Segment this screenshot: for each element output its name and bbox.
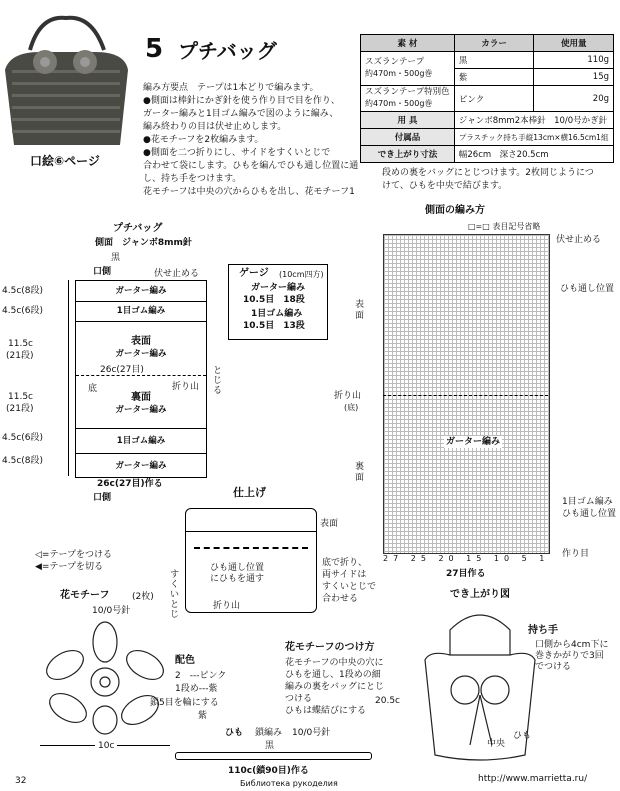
- pattern-number: 5: [145, 34, 164, 64]
- chart-omote: 表面: [355, 300, 365, 321]
- attach-line: ひもを通し、1段めの細: [285, 670, 381, 680]
- row-garter: ガーター編み: [76, 281, 206, 302]
- finished-handle-note: 巻きかがりで3回: [535, 651, 604, 661]
- gauge-note: (10cm四方): [279, 270, 324, 279]
- finish-side: すくいとじ: [170, 570, 180, 620]
- chart-start: 作り目: [562, 549, 590, 559]
- gauge-row-value: 10.5目 18段: [243, 295, 305, 305]
- spec-material-2: [361, 86, 455, 112]
- spec-header-material: 素 材: [361, 35, 455, 52]
- cord-stitch: 鎖編み: [255, 728, 283, 738]
- spec-tools-label: 用 具: [361, 112, 455, 129]
- flower-hook: 10/0号針: [92, 606, 131, 616]
- attach-line: つける: [285, 694, 313, 704]
- spec-amount: 110g: [534, 52, 614, 69]
- toji-label: とじる: [213, 366, 223, 396]
- finish-omote: 表面: [320, 519, 339, 529]
- row-rib: 1目ゴム編み: [76, 429, 206, 454]
- cord-color: 黒: [265, 741, 275, 751]
- cord-title: ひも: [225, 728, 244, 738]
- fold-width: 26c(27目): [100, 365, 144, 375]
- instruction-line: 編み方要点 テープは1本どりで編みます。: [143, 83, 319, 93]
- gauge-row-label: 1目ゴム編み: [251, 309, 303, 319]
- finished-title: でき上がり図: [450, 589, 510, 600]
- finish-diagram: [185, 508, 317, 613]
- spec-header-color: カラー: [454, 35, 534, 52]
- cord-length: 110c(鎖90目)作る: [228, 766, 309, 776]
- instruction-line: 花モチーフは中央の穴からひもを出し、花モチーフ1: [143, 187, 355, 197]
- instruction-line: し、持ち手をつけます。: [143, 174, 242, 184]
- chart-garter-label: ガーター編み: [446, 437, 501, 447]
- photo-caption: 口絵⑥ページ: [30, 154, 100, 168]
- flower-chart: [40, 620, 170, 735]
- diagram-top-label: 口側: [93, 267, 112, 277]
- finish-note3: 両サイドは: [322, 570, 367, 580]
- dim-label: (21段): [6, 404, 34, 414]
- spec-amount: 20g: [534, 86, 614, 112]
- finish-note3: 底で折り、: [322, 558, 368, 568]
- dim-label: 4.5c(6段): [2, 306, 44, 316]
- material-name: スズランテープ: [365, 57, 425, 67]
- front-label: 表面: [131, 336, 151, 347]
- bottom-label: 底: [88, 384, 98, 394]
- spec-material-1: [361, 52, 455, 86]
- spec-color: 黒: [454, 52, 534, 69]
- spec-header-amount: 使用量: [534, 35, 614, 52]
- spec-parts-label: 付属品: [361, 129, 455, 146]
- diagram-bottom-label: 口側: [93, 493, 112, 503]
- spec-color: ピンク: [454, 86, 534, 112]
- diagram-title: プチバッグ: [113, 223, 163, 234]
- spec-size-value: 幅26cm 深さ20.5cm: [454, 146, 613, 163]
- diagram-bottom-width: 26c(27目)作る: [97, 479, 163, 489]
- fold-label: 折り山: [172, 382, 200, 392]
- cord-drawing: [175, 752, 372, 760]
- diagram-subtitle: 側面 ジャンボ8mm針: [95, 238, 192, 248]
- legend-attach: ◁=テープをつける: [35, 550, 113, 560]
- finish-note3: すくいとじで: [322, 582, 377, 592]
- footer-url[interactable]: http://www.marrietta.ru/: [478, 774, 588, 784]
- dim-label: 4.5c(6段): [2, 433, 44, 443]
- finished-height: 20.5c: [375, 696, 400, 706]
- dim-label: 11.5c: [8, 392, 33, 402]
- finished-handle: 持ち手: [528, 625, 558, 636]
- dimension-line: [68, 280, 69, 476]
- instruction-line: 合わせて袋にします。ひもを編んでひも通し位置に通: [143, 161, 359, 171]
- instructions-continued: [382, 167, 594, 193]
- chart-himo: ひも通し位置: [560, 284, 615, 294]
- palette-row: 2 ---ピンク: [175, 671, 227, 681]
- attach-line: ひもは蝶結びにする: [285, 706, 367, 716]
- row-garter: ガーター編み: [115, 461, 167, 471]
- dim-label: 11.5c: [8, 339, 33, 349]
- material-sub: 約470m・500g巻: [365, 99, 433, 108]
- instruction-line: 編み終わりの目は伏せ止めします。: [143, 122, 287, 132]
- dim-label: 4.5c(8段): [2, 456, 44, 466]
- page-title: プチバッグ: [178, 39, 277, 63]
- flower-count: (2枚): [132, 592, 154, 602]
- flower-width: 10c: [95, 740, 117, 752]
- row-rib: 1目ゴム編み: [76, 302, 206, 322]
- instruction-line: ●側面を二つ折りにし、サイドをすくいとじで: [143, 148, 331, 158]
- instruction-line: 段めの裏をバッグにとじつけます。2枚同じようにつ: [382, 168, 594, 178]
- footer-credit: Библиотека рукоделия: [240, 779, 338, 788]
- side-chart-legend: □=□ 表目記号省略: [468, 222, 541, 231]
- attach-line: 花モチーフの中央の穴に: [285, 658, 384, 668]
- gauge-row-value: 10.5目 13段: [243, 321, 305, 331]
- instructions: [143, 82, 363, 199]
- finish-fold: 折り山: [213, 601, 241, 611]
- row-garter: ガーター編み: [115, 349, 167, 359]
- fold-line: [383, 395, 548, 396]
- legend-cut: ◀=テープを切る: [35, 562, 104, 572]
- finish-title: 仕上げ: [233, 486, 266, 499]
- material-name: スズランテープ特別色: [365, 87, 450, 97]
- spec-size-label: でき上がり寸法: [361, 146, 455, 163]
- chart-himo2: ひも通し位置: [562, 509, 617, 519]
- dim-label: 4.5c(8段): [2, 286, 44, 296]
- finished-himo: ひも: [513, 731, 532, 741]
- finish-note2: にひもを通す: [210, 574, 265, 584]
- attach-line: 編みの裏をバッグにとじ: [285, 682, 385, 692]
- side-chart-title: 側面の編み方: [425, 205, 485, 216]
- cord-hook: 10/0号針: [292, 728, 331, 738]
- chart-fold: 折り山: [334, 391, 362, 401]
- finished-handle-note: 口側から4cm下に: [535, 640, 609, 650]
- finished-handle-note: でつける: [535, 662, 572, 672]
- chart-fuse: 伏せ止める: [556, 235, 602, 245]
- finish-note3: 合わせる: [322, 594, 359, 604]
- diagram-color: 黒: [111, 253, 121, 263]
- chart-ticks: 27 25 20 15 10 5 1: [383, 554, 550, 563]
- flower-chain: 鎖5目を輪にする: [150, 698, 219, 708]
- instruction-line: けて、ひもを中央で結びます。: [382, 181, 508, 191]
- flower-chain-color: 紫: [198, 711, 208, 721]
- gauge-title: ゲージ: [239, 268, 269, 279]
- dim-label: (21段): [6, 351, 34, 361]
- instruction-line: ●側面は棒針にかぎ針を使う作り目で目を作り、: [143, 96, 340, 106]
- material-sub: 約470m・500g巻: [365, 69, 433, 78]
- chart-count: 27目作る: [446, 569, 486, 579]
- gauge-box: [228, 264, 328, 340]
- palette-row: 1段め---紫: [175, 684, 218, 694]
- chart-rib: 1目ゴム編み: [562, 497, 613, 507]
- bag-photo: [0, 10, 133, 150]
- flower-title: 花モチーフ: [60, 590, 110, 601]
- diagram-fuse: 伏せ止める: [154, 269, 200, 279]
- chart-fold-sub: (底): [344, 403, 359, 412]
- back-label: 裏面: [131, 392, 151, 403]
- stitch-chart: [383, 234, 550, 554]
- instruction-line: ガーター編みと1目ゴム編みで図のように編み、: [143, 109, 339, 119]
- spec-parts-value: プラスチック持ち手縦13cm×横16.5cm1組: [454, 129, 613, 146]
- finish-note1: ひも通し位置: [210, 563, 265, 573]
- attach-title: 花モチーフのつけ方: [285, 642, 375, 653]
- page-number: 32: [15, 776, 27, 786]
- bag-photo-illustration: [0, 10, 133, 150]
- spec-table: [360, 34, 614, 163]
- spec-tools-value: ジャンボ8mm2本棒針 10/0号かぎ針: [454, 112, 613, 129]
- finished-center: 中央: [487, 739, 506, 749]
- spec-color: 紫: [454, 69, 534, 86]
- instruction-line: ●花モチーフを2枚編みます。: [143, 135, 264, 145]
- row-garter: ガーター編み: [115, 405, 167, 415]
- gauge-row-label: ガーター編み: [251, 283, 306, 293]
- side-panel-diagram: [75, 280, 207, 478]
- palette-title: 配色: [175, 655, 195, 666]
- spec-amount: 15g: [534, 69, 614, 86]
- chart-ura: 裏面: [355, 462, 365, 483]
